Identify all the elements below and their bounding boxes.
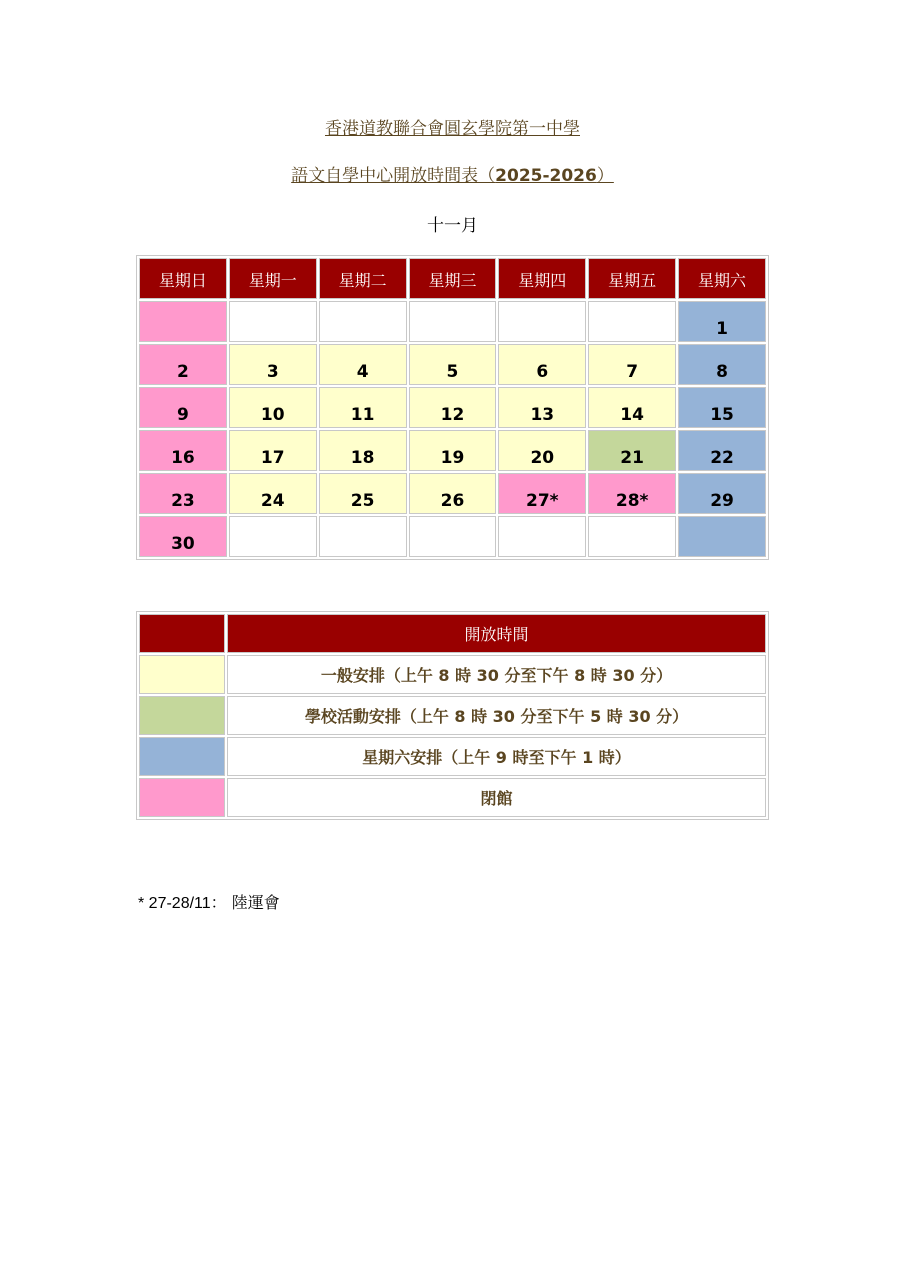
calendar-day-cell: 20	[498, 430, 586, 471]
calendar-empty-cell	[319, 301, 407, 342]
legend-row	[139, 655, 766, 694]
calendar-day-cell: 30	[139, 516, 227, 557]
footnote-marker: * 27-28/11	[138, 895, 211, 912]
legend-color-swatch	[139, 778, 225, 817]
calendar-day-cell: 11	[319, 387, 407, 428]
calendar-day-cell: 24	[229, 473, 317, 514]
legend-label: 學校活動安排（上午 8 時 30 分至下午 5 時 30 分）	[227, 696, 766, 735]
legend-header-swatch	[139, 614, 225, 653]
calendar-week-row	[139, 473, 766, 514]
schedule-title-suffix: ）	[596, 166, 614, 186]
legend-row	[139, 696, 766, 735]
calendar-day-cell: 25	[319, 473, 407, 514]
weekday-wed: 星期三	[409, 258, 497, 299]
calendar-empty-cell	[409, 301, 497, 342]
legend-body	[139, 655, 766, 817]
calendar-body	[139, 301, 766, 557]
calendar-day-cell: 26	[409, 473, 497, 514]
calendar-empty-cell	[139, 301, 227, 342]
calendar-empty-cell	[229, 301, 317, 342]
calendar-day-cell: 17	[229, 430, 317, 471]
calendar-empty-cell	[588, 516, 676, 557]
calendar-day-cell: 9	[139, 387, 227, 428]
calendar-empty-cell	[319, 516, 407, 557]
calendar-day-cell: 18	[319, 430, 407, 471]
weekday-fri: 星期五	[588, 258, 676, 299]
calendar-day-cell: 13	[498, 387, 586, 428]
calendar-day-cell: 3	[229, 344, 317, 385]
legend-label: 閉館	[227, 778, 766, 817]
calendar-day-cell: 14	[588, 387, 676, 428]
weekday-mon: 星期一	[229, 258, 317, 299]
calendar-day-cell: 22	[678, 430, 766, 471]
calendar-day-cell: 10	[229, 387, 317, 428]
calendar-day-cell: 15	[678, 387, 766, 428]
calendar-week-row	[139, 430, 766, 471]
footnote	[138, 890, 280, 913]
calendar-day-cell: 29	[678, 473, 766, 514]
calendar-empty-cell	[498, 301, 586, 342]
calendar-day-cell: 6	[498, 344, 586, 385]
weekday-sat: 星期六	[678, 258, 766, 299]
calendar-table	[136, 255, 769, 560]
legend-row	[139, 737, 766, 776]
calendar-week-row	[139, 387, 766, 428]
month-label: 十一月	[427, 216, 478, 236]
weekday-sun: 星期日	[139, 258, 227, 299]
schedule-year: 2025-2026	[495, 166, 597, 186]
footnote-text: 陸運會	[231, 893, 280, 912]
calendar-day-cell: 27*	[498, 473, 586, 514]
school-name: 香港道教聯合會圓玄學院第一中學	[325, 119, 580, 139]
calendar-day-cell: 1	[678, 301, 766, 342]
calendar-day-cell: 7	[588, 344, 676, 385]
legend-label: 星期六安排（上午 9 時至下午 1 時）	[227, 737, 766, 776]
legend-table	[136, 611, 769, 820]
calendar-week-row	[139, 301, 766, 342]
calendar-empty-cell	[229, 516, 317, 557]
legend-color-swatch	[139, 737, 225, 776]
calendar-day-cell: 28*	[588, 473, 676, 514]
legend-color-swatch	[139, 655, 225, 694]
calendar-empty-cell	[409, 516, 497, 557]
calendar-day-cell: 4	[319, 344, 407, 385]
calendar-week-row	[139, 516, 766, 557]
calendar-day-cell: 19	[409, 430, 497, 471]
calendar-empty-cell	[498, 516, 586, 557]
legend-header-label: 開放時間	[227, 614, 766, 653]
legend-color-swatch	[139, 696, 225, 735]
calendar-day-cell: 23	[139, 473, 227, 514]
calendar-day-cell: 2	[139, 344, 227, 385]
schedule-title	[0, 161, 905, 186]
weekday-header-row	[139, 258, 766, 299]
legend-row	[139, 778, 766, 817]
legend-header-row	[139, 614, 766, 653]
weekday-tue: 星期二	[319, 258, 407, 299]
calendar-day-cell: 5	[409, 344, 497, 385]
calendar-day-cell: 21	[588, 430, 676, 471]
calendar-week-row	[139, 344, 766, 385]
calendar-day-cell: 12	[409, 387, 497, 428]
calendar-day-cell: 8	[678, 344, 766, 385]
footnote-separator: ：	[210, 893, 227, 912]
calendar-empty-cell	[678, 516, 766, 557]
legend-label: 一般安排（上午 8 時 30 分至下午 8 時 30 分）	[227, 655, 766, 694]
calendar-day-cell: 16	[139, 430, 227, 471]
calendar-empty-cell	[588, 301, 676, 342]
weekday-thu: 星期四	[498, 258, 586, 299]
schedule-title-prefix: 語文自學中心開放時間表（	[291, 166, 496, 186]
